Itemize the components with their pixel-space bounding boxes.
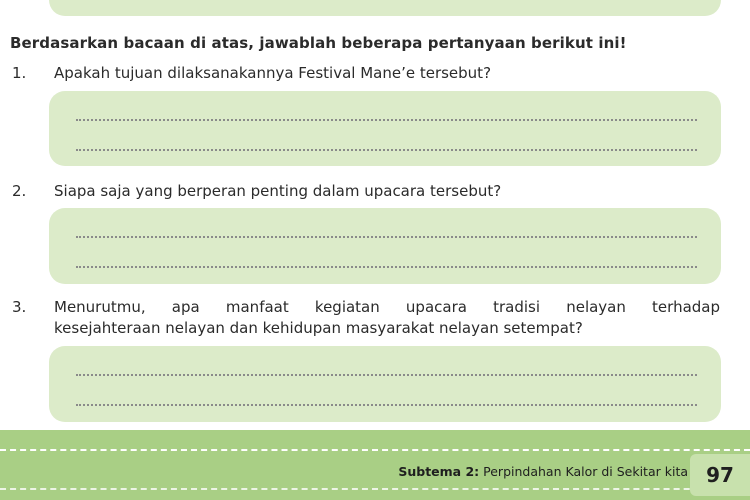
footer-subtema — [398, 464, 688, 479]
page-footer — [0, 430, 750, 500]
answer-line — [76, 236, 697, 238]
answer-line — [76, 119, 697, 121]
answer-box-2[interactable] — [49, 208, 721, 284]
answer-box-3[interactable] — [49, 346, 721, 422]
question-2-line-1: Siapa saja yang berperan penting dalam upacara tersebut? — [54, 182, 502, 200]
question-1-text — [54, 63, 724, 84]
page-number: 97 — [690, 454, 750, 496]
question-2-number: 2. — [12, 182, 27, 200]
footer-dashed-line — [0, 488, 750, 490]
answer-line — [76, 374, 697, 376]
previous-answer-box — [49, 0, 721, 16]
answer-line — [76, 404, 697, 406]
question-3-number: 3. — [12, 298, 27, 316]
answer-box-1[interactable] — [49, 91, 721, 166]
question-3-line-1: Menurutmu, apa manfaat kegiatan upacara tradisi nelayan terhadap — [54, 298, 720, 316]
instruction-text: Berdasarkan bacaan di atas, jawablah beberapa pertanyaan berikut ini! — [10, 34, 627, 52]
footer-dashed-line — [0, 449, 750, 451]
subtema-label: Subtema 2: — [398, 464, 480, 479]
subtema-title: Perpindahan Kalor di Sekitar kita — [483, 464, 688, 479]
question-3-line-2: kesejahteraan nelayan dan kehidupan masyarakat nelayan setempat? — [54, 319, 583, 337]
answer-line — [76, 149, 697, 151]
question-3-text — [54, 297, 724, 339]
question-1-number: 1. — [12, 64, 27, 82]
answer-line — [76, 266, 697, 268]
question-2-text — [54, 181, 724, 202]
question-1-line-1: Apakah tujuan dilaksanakannya Festival Mane’e tersebut? — [54, 64, 492, 82]
